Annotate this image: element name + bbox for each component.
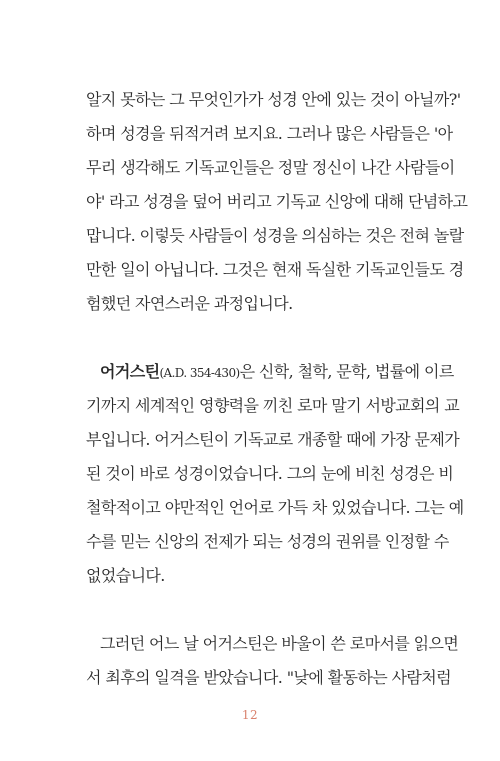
paragraph2-line-6: 수를 믿는 신앙의 전제가 되는 성경의 권위를 인정할 수 <box>86 532 449 551</box>
augustine-name: 어거스틴 <box>100 362 160 381</box>
paragraph1-line-7: 험했던 자연스러운 과정입니다. <box>86 294 293 313</box>
paragraph1-line-4: 야' 라고 성경을 덮어 버리고 기독교 신앙에 대해 단념하고 <box>86 192 468 211</box>
paragraph2-line-2: 기까지 세계적인 영향력을 끼친 로마 말기 서방교회의 교 <box>86 396 460 415</box>
paragraph2-line-5: 철학적이고 야만적인 언어로 가득 차 있었습니다. 그는 예 <box>86 498 464 517</box>
paragraph1-line-5: 맙니다. 이렇듯 사람들이 성경을 의심하는 것은 전혀 놀랄 <box>86 226 464 245</box>
paragraph2-line-7: 없었습니다. <box>86 566 165 585</box>
paragraph1-line-1: 알지 못하는 그 무엇인가가 성경 안에 있는 것이 아닐까?' <box>86 90 461 109</box>
paragraph1-line-3: 무리 생각해도 기독교인들은 정말 정신이 나간 사람들이 <box>86 158 455 177</box>
paragraph1-line-2: 하며 성경을 뒤적거려 보지요. 그러나 많은 사람들은 '아 <box>86 124 453 143</box>
paragraph2-line-1 <box>100 360 454 384</box>
paragraph3-line-2: 서 최후의 일격을 받았습니다. "낮에 활동하는 사람처럼 <box>86 668 451 687</box>
paragraph2-line-3: 부입니다. 어거스틴이 기독교로 개종할 때에 가장 문제가 <box>86 430 460 449</box>
augustine-dates: (A.D. 354-430) <box>159 366 240 380</box>
paragraph2-line-4: 된 것이 바로 성경이었습니다. 그의 눈에 비친 성경은 비 <box>86 464 454 483</box>
page-number: 12 <box>241 708 259 722</box>
paragraph2-line-1-rest: 은 신학, 철학, 문학, 법률에 이르 <box>239 362 454 381</box>
paragraph1-line-6: 만한 일이 아닙니다. 그것은 현재 독실한 기독교인들도 경 <box>86 260 464 279</box>
paragraph3-line-1: 그러던 어느 날 어거스틴은 바울이 쓴 로마서를 읽으면 <box>100 634 459 653</box>
